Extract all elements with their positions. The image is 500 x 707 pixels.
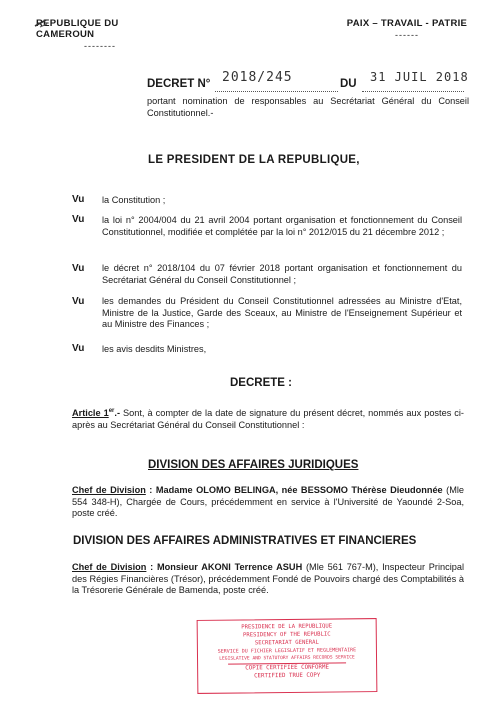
stamp-line: PRESIDENCY OF THE REPUBLIC <box>242 631 331 639</box>
division-1-colon: : <box>145 485 156 495</box>
decree-du-label: DU <box>340 78 357 90</box>
decrete-heading: DECRETE : <box>230 377 292 389</box>
certified-copy-stamp <box>197 618 378 694</box>
article-1-sup: er <box>108 408 115 414</box>
article-1-text: Sont, à compter de la date de signature du présent décret, nommés aux postes ci-après au Secrétariat Général du Conseil Constitutionnel : <box>72 408 464 430</box>
pen-mark-icon <box>34 15 48 25</box>
division-2-role: Chef de Division <box>72 562 147 572</box>
president-heading: LE PRESIDENT DE LA REPUBLIQUE, <box>148 154 360 166</box>
vu-text: la Constitution ; <box>102 195 166 205</box>
vu-label: Vu <box>72 343 85 354</box>
division-2-colon: : <box>146 562 157 572</box>
division-1-title: DIVISION DES AFFAIRES JURIDIQUES <box>148 459 359 471</box>
decree-date-underline <box>362 91 464 92</box>
motto: PAIX – TRAVAIL - PATRIE <box>346 18 468 29</box>
vu-text: les avis desdits Ministres, <box>102 344 207 354</box>
vu-text: le décret n° 2018/104 du 07 février 2018 portant organisation et fonctionnement du Secrétariat Général du Conseil Constitutionnel ; <box>102 263 462 285</box>
decree-label: DECRET N° <box>147 78 211 90</box>
division-2-name: Monsieur AKONI Terrence ASUH <box>157 562 303 572</box>
division-1-role: Chef de Division <box>72 485 146 495</box>
division-2-details: (Mle 561 767-M), Inspecteur Principal des Régies Financières (Trésor), précédemment Fondé de Pouvoirs chargé des Comptabilités à la Trésorerie Générale de Bamenda, poste créé. <box>72 562 465 596</box>
division-2-entry <box>72 562 464 597</box>
division-1-name: Madame OLOMO BELINGA, née BESSOMO Thérèse Dieudonnée <box>155 485 443 495</box>
header-right <box>342 18 472 40</box>
country-name: REPUBLIQUE DU CAMEROUN <box>36 18 119 40</box>
stamp-line: CERTIFIED TRUE COPY <box>254 672 321 680</box>
article-1-suffix: .- <box>114 408 121 419</box>
stamp-line: SECRETARIAT GENERAL <box>254 639 319 647</box>
decree-date: 31 JUIL 2018 <box>370 70 469 84</box>
division-1-entry <box>72 485 464 520</box>
decree-subject: portant nomination de responsables au Secrétariat Général du Conseil Constitutionnel.- <box>147 96 469 118</box>
stamp-line: PRESIDENCE DE LA REPUBLIQUE <box>241 623 333 631</box>
stamp-line: LEGISLATIVE AND STATUTORY AFFAIRS RECORDS SERVICE <box>219 655 355 662</box>
vu-label: Vu <box>72 296 85 307</box>
vu-text: la loi n° 2004/004 du 21 avril 2004 portant organisation et fonctionnement du Conseil Constitutionnel, modifiée et complétée par la loi n° 2012/015 du 21 décembre 2012 ; <box>102 215 462 237</box>
header-left-dashes: -------- <box>84 41 116 51</box>
decree-number-underline <box>215 91 338 92</box>
stamp-line: COPIE CERTIFIEE CONFORME <box>228 662 346 672</box>
article-1 <box>72 406 464 431</box>
stamp-line: SERVICE DU FICHIER LEGISLATIF ET REGLEMENTAIRE <box>217 647 357 655</box>
division-2-title: DIVISION DES AFFAIRES ADMINISTRATIVES ET FINANCIERES <box>73 535 417 547</box>
vu-label: Vu <box>72 263 85 274</box>
vu-label: Vu <box>72 214 85 225</box>
division-1-details: (Mle 554 348-H), Chargée de Cours, précédemment en service à l'Université de Yaoundé 2-Soa, poste créé. <box>72 485 465 519</box>
header-left <box>30 18 170 51</box>
article-1-label: Article 1 <box>72 408 109 419</box>
vu-label: Vu <box>72 194 85 205</box>
decree-number: 2018/245 <box>222 70 293 85</box>
header-right-dashes: ------ <box>395 30 419 40</box>
vu-text: les demandes du Président du Conseil Constitutionnel adressées au Ministre d'Etat, Ministre de la Justice, Garde des Sceaux, au Ministre de l'Enseignement Supérieur et au Ministre des Finances ; <box>102 296 462 330</box>
